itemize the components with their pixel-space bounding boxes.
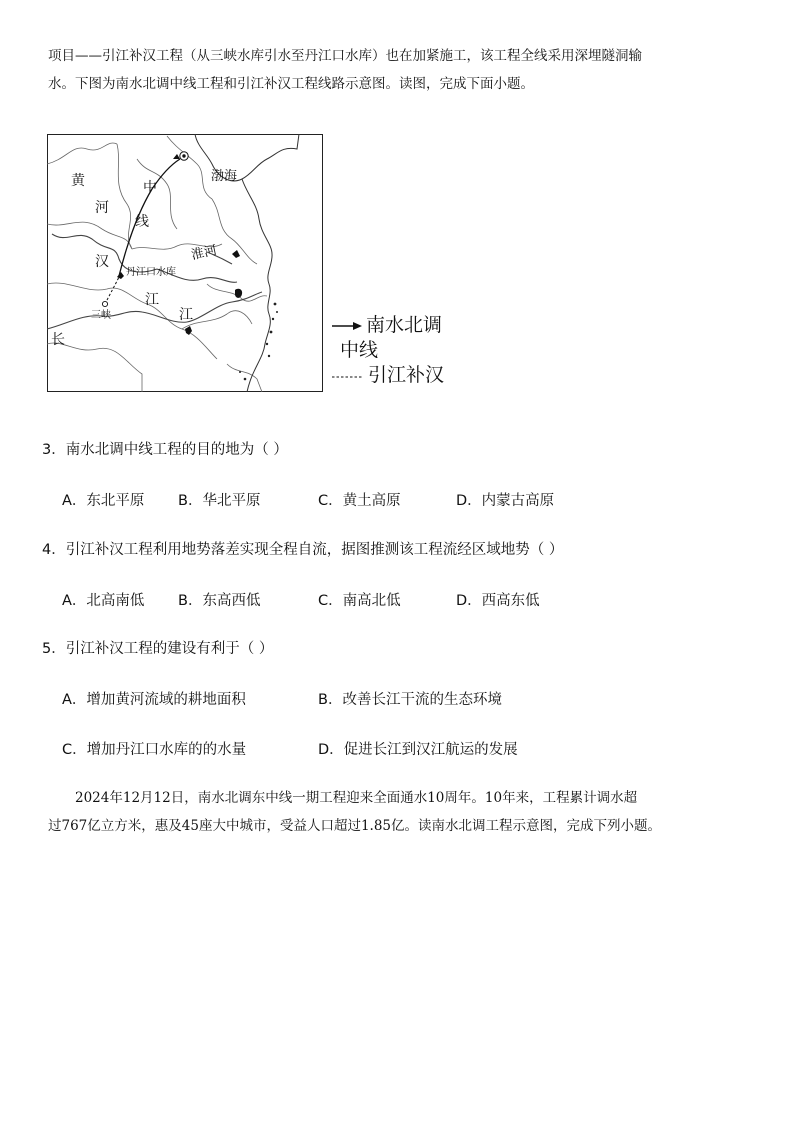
label-huang: 黄 [71,173,85,189]
question-4-option-d[interactable]: D．西高东低 [456,593,540,609]
label-xian: 线 [135,214,149,230]
map-legend [332,313,444,388]
legend-solid-label-2: 中线 [340,339,379,361]
label-sanxia: 三峡 [91,310,111,321]
question-4-option-b[interactable]: B．东高西低 [178,593,261,609]
question-3-options [62,489,582,510]
question-5-options-row-2 [62,738,546,759]
question-5-options-row-1 [62,688,530,709]
legend-solid-row-2 [332,338,444,363]
label-jiang-2: 江 [179,307,193,323]
outro-paragraph [48,784,760,840]
map-frame [48,135,323,392]
question-3-option-b[interactable]: B．华北平原 [178,493,261,509]
outro-line-2: 过767亿立方米，惠及45座大中城市，受益人口超过1.85亿。读南水北调工程示意图，完成下列小题。 [48,818,662,834]
question-4-option-c[interactable]: C．南高北低 [318,593,401,609]
label-danjiangkou: 丹江口水库 [126,267,176,278]
question-5-option-d[interactable]: D．促进长江到汉江航运的发展 [318,742,518,758]
question-5-option-a[interactable]: A．增加黄河流域的耕地面积 [62,692,246,708]
label-han: 汉 [95,254,109,270]
question-3-option-d[interactable]: D．内蒙古高原 [456,493,555,509]
question-4-option-a[interactable]: A．北高南低 [62,593,145,609]
legend-solid-label-1: 南水北调 [366,314,443,336]
destination-dot [182,154,185,157]
legend-dashed-label: 引江补汉 [368,364,445,386]
intro-line-1: 项目——引江补汉工程（从三峡水库引水至丹江口水库）也在加紧施工，该工程全线采用深埋隧洞输 [48,48,642,64]
question-4-stem: 4．引江补汉工程利用地势落差实现全程自流，据图推测该工程流经区域地势（ ） [42,542,564,558]
label-huaihe: 淮河 [189,243,219,264]
question-3-stem: 3．南水北调中线工程的目的地为（ ） [42,442,288,458]
question-5-option-b[interactable]: B．改善长江干流的生态环境 [318,692,502,708]
legend-solid-arrow [332,313,362,338]
label-jiang-1: 江 [145,292,159,308]
intro-line-2: 水。下图为南水北调中线工程和引江补汉工程线路示意图。读图，完成下面小题。 [48,76,534,92]
question-3-option-c[interactable]: C．黄土高原 [318,493,401,509]
route-map [47,134,323,392]
intro-paragraph [48,42,748,98]
legend-dashed-row [332,363,444,388]
label-he: 河 [95,200,109,216]
question-4-options [62,589,568,610]
legend-dashed-line [332,363,362,388]
legend-solid-row [332,313,444,338]
question-3-option-a[interactable]: A．东北平原 [62,493,145,509]
label-zhong: 中 [143,180,157,196]
question-5-option-c[interactable]: C．增加丹江口水库的的水量 [62,742,247,758]
label-chang: 长 [51,332,65,348]
sanxia-marker [102,301,107,306]
question-5-stem: 5．引江补汉工程的建设有利于（ ） [42,641,274,657]
map-svg [47,134,323,392]
outro-line-1: 2024年12月12日，南水北调东中线一期工程迎来全面通水10周年。10年来，工程累计调水超 [75,790,638,806]
label-bohai: 渤海 [211,169,238,184]
